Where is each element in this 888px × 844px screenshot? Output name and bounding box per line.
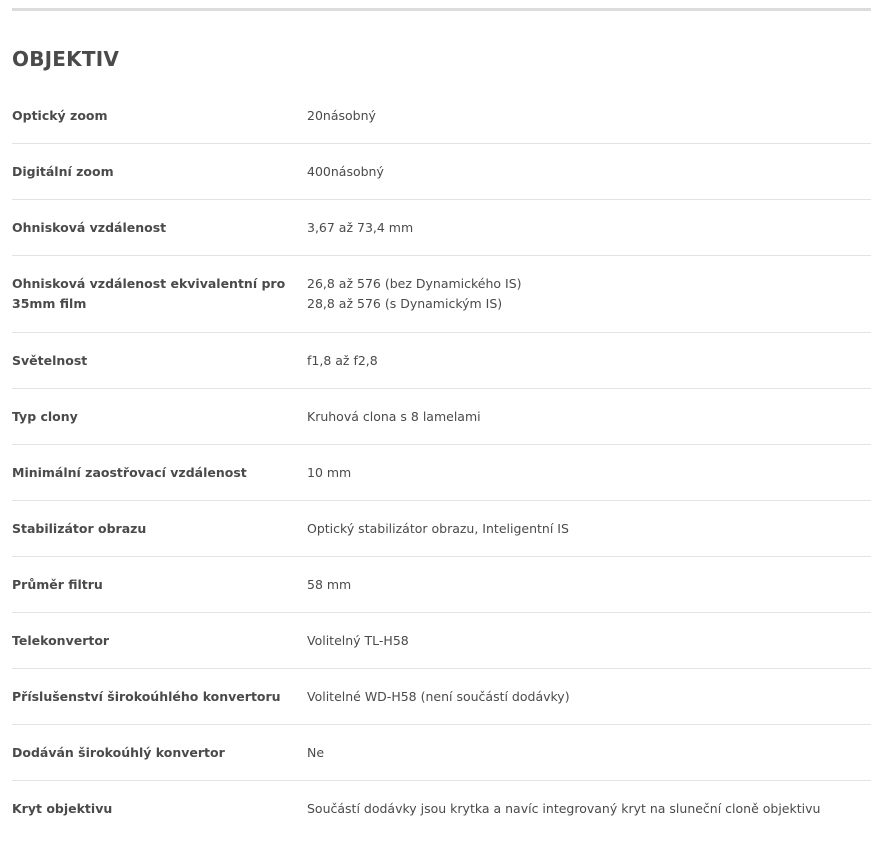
spec-table [12,88,871,837]
top-divider [12,8,871,11]
spec-value-line: Kruhová clona s 8 lamelami [307,408,481,424]
spec-label: Telekonvertor [12,632,110,648]
spec-value-line: 400násobný [307,163,384,179]
spec-row-filter-diameter [12,557,871,613]
spec-label: Optický zoom [12,107,108,123]
spec-value [307,274,871,314]
spec-value-line: 10 mm [307,464,352,480]
spec-value [307,351,871,371]
spec-value-line: Součástí dodávky jsou krytka a navíc integrovaný kryt na sluneční cloně objektivu [307,801,821,816]
spec-label: Kryt objektivu [12,801,113,816]
spec-value [307,407,871,427]
spec-value [307,575,871,595]
spec-value-line: Optický stabilizátor obrazu, Inteligentní IS [307,520,569,536]
spec-value-line: 3,67 až 73,4 mm [307,219,414,235]
spec-value-line: 20násobný [307,107,376,123]
spec-row-diaphragm-type [12,389,871,445]
spec-value-line: Ne [307,744,325,760]
spec-value [307,799,871,819]
spec-label: Typ clony [12,408,78,424]
spec-label-line: Ohnisková vzdálenost ekvivalentní pro [12,276,286,291]
spec-row-focal-length [12,200,871,256]
spec-value-line: 58 mm [307,576,352,592]
spec-row-optical-zoom [12,88,871,144]
spec-value [307,162,871,182]
spec-value-line: 28,8 až 576 (s Dynamickým IS) [307,296,503,311]
spec-label: Ohnisková vzdálenost [12,219,167,235]
spec-row-digital-zoom [12,144,871,200]
spec-label: Stabilizátor obrazu [12,520,147,536]
spec-row-image-stabilizer [12,501,871,557]
section-title: OBJEKTIV [12,47,120,71]
spec-row-equivalent-focal-length [12,256,871,333]
spec-row-wide-converter-accessory [12,669,871,725]
spec-label: Digitální zoom [12,163,114,179]
spec-value-line: Volitelné WD-H58 (není součástí dodávky) [307,688,570,704]
spec-value-line: 26,8 až 576 (bez Dynamického IS) [307,276,522,291]
spec-value [307,687,871,707]
spec-label-line: 35mm film [12,296,87,311]
spec-row-aperture [12,333,871,389]
spec-value [307,106,871,126]
spec-label: Průměr filtru [12,576,103,592]
spec-value [307,631,871,651]
spec-value [307,743,871,763]
spec-label [12,274,307,314]
spec-value-line: Volitelný TL-H58 [307,632,409,648]
spec-row-teleconverter [12,613,871,669]
spec-label: Příslušenství širokoúhlého konvertoru [12,688,281,704]
spec-row-wide-converter-supplied [12,725,871,781]
spec-value [307,463,871,483]
spec-value-line: f1,8 až f2,8 [307,352,378,368]
spec-value [307,519,871,539]
spec-label: Světelnost [12,352,88,368]
spec-label: Minimální zaostřovací vzdálenost [12,464,247,480]
spec-value [307,218,871,238]
spec-label: Dodáván širokoúhlý konvertor [12,744,225,760]
spec-row-min-focus-distance [12,445,871,501]
spec-row-lens-cover [12,781,871,837]
